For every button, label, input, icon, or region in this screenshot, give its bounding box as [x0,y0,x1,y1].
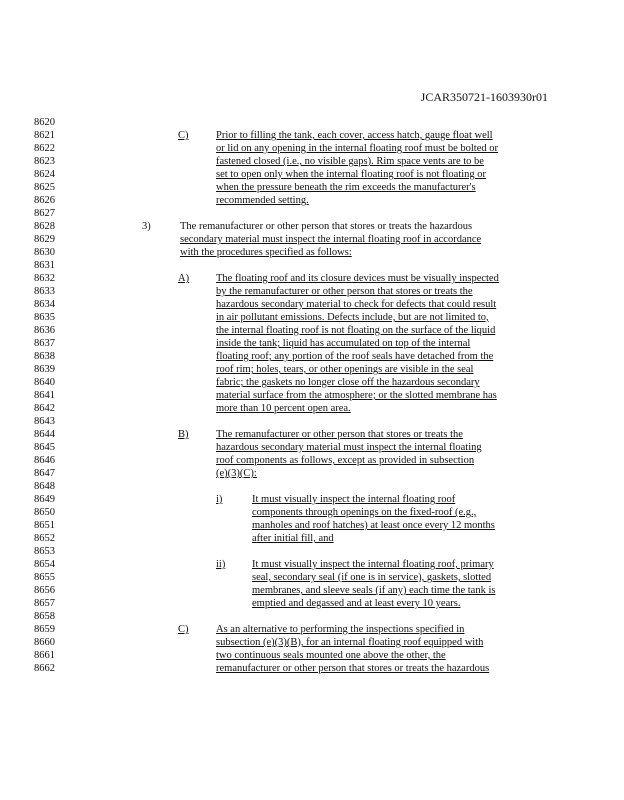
paragraph-line: membranes, and sleeve seals (if any) each time the tank is [252,585,496,596]
paragraph-marker: ii) [216,559,226,570]
line-number: 8655 [34,572,55,583]
line-number: 8631 [34,260,55,271]
line-number: 8640 [34,377,55,388]
line-number: 8628 [34,221,55,232]
paragraph-line: The remanufacturer or other person that stores or treats the hazardous [180,221,473,232]
paragraph-marker: A) [178,273,190,284]
line-number: 8657 [34,598,55,609]
paragraph-line: (e)(3)(C): [216,468,257,479]
line-number: 8627 [34,208,55,219]
line-number: 8644 [34,429,55,440]
line-number: 8630 [34,247,55,258]
paragraph-line: inside the tank; liquid has accumulated on top of the internal [216,338,471,349]
paragraph-line: hazardous secondary material to check for defects that could result [216,299,497,310]
line-number: 8633 [34,286,55,297]
line-number: 8647 [34,468,55,479]
paragraph-line: emptied and degassed and at least every 10 years. [252,598,461,609]
line-number: 8641 [34,390,55,401]
line-number: 8620 [34,117,55,128]
line-number: 8629 [34,234,55,245]
line-number: 8656 [34,585,55,596]
paragraph-line: set to open only when the internal floating roof is not floating or [216,169,487,180]
line-number: 8652 [34,533,55,544]
paragraph-line: or lid on any opening in the internal floating roof must be bolted or [216,143,498,154]
paragraph-line: recommended setting. [216,195,309,206]
paragraph-line: Prior to filling the tank, each cover, access hatch, gauge float well [216,130,493,141]
paragraph-line: remanufacturer or other person that stores or treats the hazardous [216,663,490,674]
paragraph-line: The remanufacturer or other person that stores or treats the [216,429,463,440]
document-id: JCAR350721-1603930r01 [420,90,548,104]
paragraph-marker: C) [178,624,189,635]
line-number: 8639 [34,364,55,375]
line-number: 8634 [34,299,55,310]
line-number: 8645 [34,442,55,453]
paragraph-line: material surface from the atmosphere; or the slotted membrane has [216,390,497,401]
paragraph-line: It must visually inspect the internal floating roof, primary [252,559,494,570]
line-number: 8637 [34,338,55,349]
paragraph-line: in air pollutant emissions. Defects include, but are not limited to, [216,312,489,323]
paragraph-line: by the remanufacturer or other person that stores or treats the [216,286,473,297]
paragraph-line: components through openings on the fixed-roof (e.g., [252,507,477,518]
paragraph-line: seal, secondary seal (if one is in service), gaskets, slotted [252,572,492,583]
line-number: 8642 [34,403,55,414]
line-number: 8626 [34,195,55,206]
line-number: 8653 [34,546,55,557]
paragraph-line: when the pressure beneath the rim exceeds the manufacturer's [216,182,476,193]
line-number: 8623 [34,156,55,167]
paragraph-line: fastened closed (i.e., no visible gaps). Rim space vents are to be [216,156,484,167]
paragraph-line: roof rim; holes, tears, or other openings are visible in the seal [216,364,474,375]
line-number: 8622 [34,143,55,154]
line-number: 8649 [34,494,55,505]
line-number: 8658 [34,611,55,622]
paragraph-line: two continuous seals mounted one above the other, the [216,650,446,661]
line-number: 8662 [34,663,55,674]
line-number: 8650 [34,507,55,518]
line-number: 8648 [34,481,55,492]
paragraph-line: It must visually inspect the internal floating roof [252,494,456,505]
paragraph-line: with the procedures specified as follows: [180,247,352,258]
paragraph-line: As an alternative to performing the inspections specified in [216,624,465,635]
paragraph-marker: 3) [142,221,151,232]
line-number: 8638 [34,351,55,362]
line-number: 8643 [34,416,55,427]
line-number: 8621 [34,130,55,141]
paragraph-marker: i) [216,494,223,505]
line-number: 8625 [34,182,55,193]
paragraph-line: roof components as follows, except as provided in subsection [216,455,475,466]
line-number: 8646 [34,455,55,466]
line-number: 8624 [34,169,55,180]
paragraph-line: fabric; the gaskets no longer close off the hazardous secondary [216,377,480,388]
paragraph-line: after initial fill, and [252,533,334,544]
line-number: 8661 [34,650,55,661]
paragraph-line: hazardous secondary material must inspect the internal floating [216,442,482,453]
line-number: 8632 [34,273,55,284]
paragraph-marker: B) [178,429,189,440]
paragraph-line: floating roof; any portion of the roof seals have detached from the [216,351,494,362]
paragraph-marker: C) [178,130,189,141]
paragraph-line: The floating roof and its closure devices must be visually inspected [216,273,499,284]
paragraph-line: more than 10 percent open area. [216,403,351,414]
paragraph-line: subsection (e)(3)(B), for an internal floating roof equipped with [216,637,484,648]
line-number: 8651 [34,520,55,531]
paragraph-line: secondary material must inspect the internal floating roof in accordance [180,234,482,245]
paragraph-line: manholes and roof hatches) at least once every 12 months [252,520,495,531]
line-number: 8660 [34,637,55,648]
line-number: 8659 [34,624,55,635]
paragraph-line: the internal floating roof is not floating on the surface of the liquid [216,325,496,336]
line-number: 8636 [34,325,55,336]
line-number: 8654 [34,559,55,570]
line-number: 8635 [34,312,55,323]
